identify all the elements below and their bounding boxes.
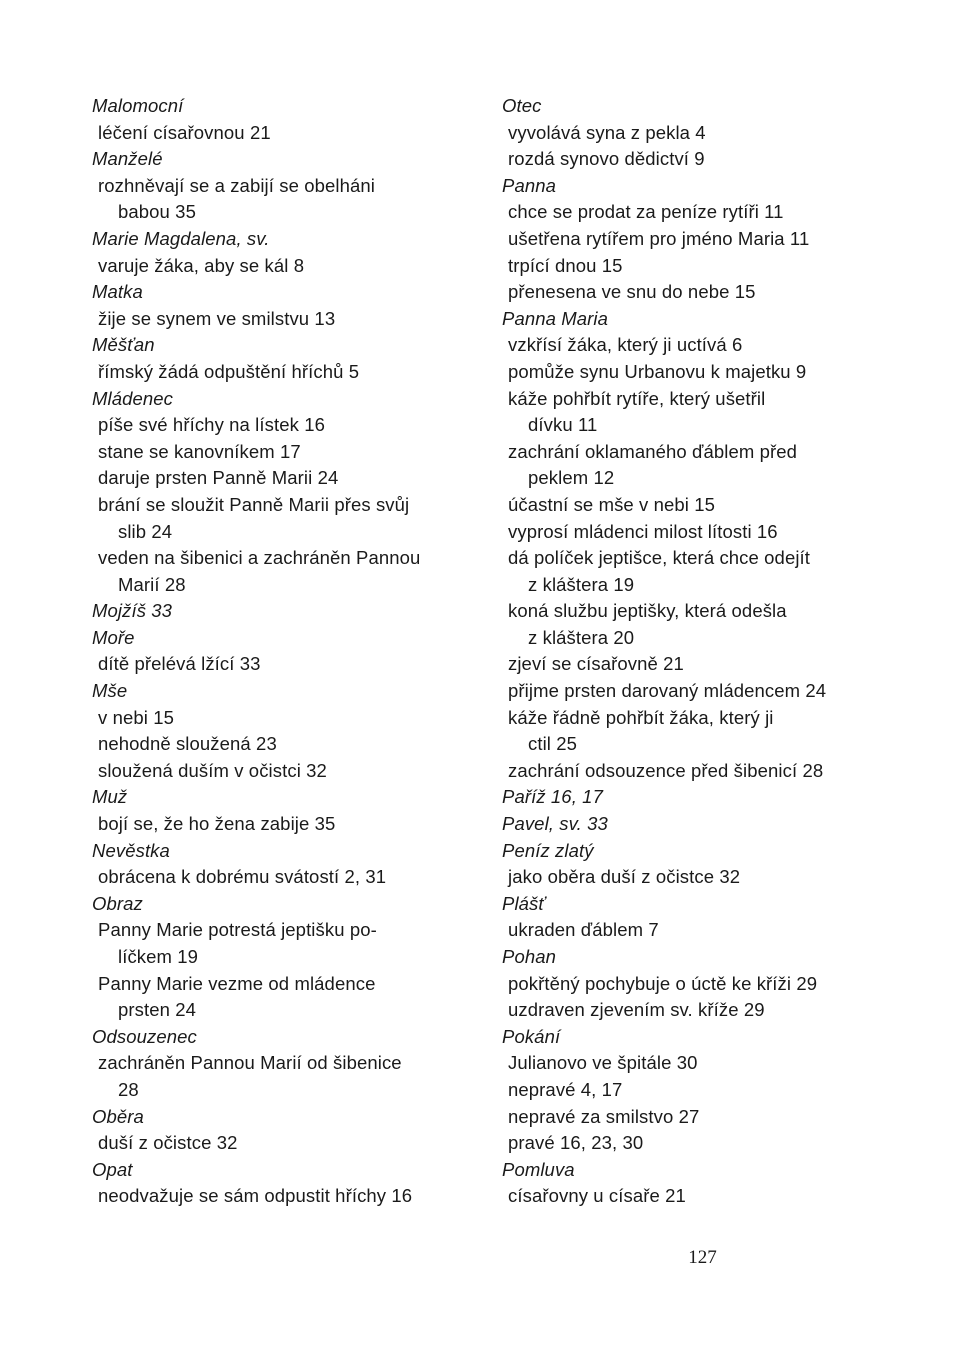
index-subentry: brání se sloužit Panně Marii přes svůj [98,493,410,515]
index-heading: Opat [92,1158,133,1180]
index-subentry: chce se prodat za peníze rytíři 11 [508,201,784,223]
index-heading: Peníz zlatý [502,839,594,861]
index-heading: Marie Magdalena, sv. [92,227,270,249]
index-subentry: píše své hříchy na lístek 16 [98,414,325,436]
index-subentry: římský žádá odpuštění hříchů 5 [98,360,360,382]
index-heading: Manželé [92,148,163,170]
index-subentry: zjeví se císařovně 21 [508,653,684,675]
index-subentry: pravé 16, 23, 30 [508,1132,644,1154]
index-subentry: pomůže synu Urbanovu k majetku 9 [508,360,807,382]
index-subentry: káže řádně pohřbít žáka, který ji [508,706,774,728]
index-subentry: káže pohřbít rytíře, který ušetřil [508,387,766,409]
index-subentry: uzdraven zjevením sv. kříže 29 [508,999,765,1021]
index-heading: Mládenec [92,387,174,409]
index-heading: Malomocní [92,95,184,116]
index-subentry: Julianovo ve špitále 30 [508,1052,698,1074]
index-subentry: peklem 12 [528,467,615,489]
index-subentry: líčkem 19 [118,946,199,967]
index-subentry: daruje prsten Panně Marii 24 [98,467,339,489]
index-subentry: nepravé za smilstvo 27 [508,1105,700,1127]
index-subentry: z kláštera 20 [528,626,635,648]
index-subentry: žije se synem ve smilstvu 13 [98,307,336,329]
index-subentry: sloužená duším v očistci 32 [98,759,327,781]
index-subentry: babou 35 [118,201,196,223]
index-heading: Odsouzenec [92,1025,197,1047]
index-subentry: léčení císařovnou 21 [98,121,271,143]
index-subentry: dívku 11 [528,414,598,436]
index-subentry: ctil 25 [528,733,578,755]
index-subentry: stane se kanovníkem 17 [98,440,301,462]
index-subentry: vzkřísí žáka, který ji uctívá 6 [508,334,743,356]
index-heading: Oběra [92,1105,144,1127]
index-heading: Matka [92,281,143,303]
index-subentry: nepravé 4, 17 [508,1078,623,1100]
index-subentry: Panny Marie potrestá jeptišku po- [98,919,377,941]
index-heading: Panna [502,174,556,196]
index-subentry: účastní se mše v nebi 15 [508,493,716,515]
index-subentry: prsten 24 [118,999,197,1021]
index-subentry: pokřtěný pochybuje o úctě ke kříži 29 [508,972,818,994]
index-subentry: neodvažuje se sám odpustit hříchy 16 [98,1185,413,1207]
index-heading: Pokání [502,1025,561,1047]
index-heading: Plášť [502,892,546,914]
index-subentry: rozhněvají se a zabijí se obelháni [98,174,375,196]
index-heading: Pohan [502,946,556,967]
index-subentry: rozdá synovo dědictví 9 [508,148,705,170]
index-heading: Mojžíš 33 [92,600,173,622]
index-subentry: ukraden ďáblem 7 [508,919,659,941]
index-subentry: zachrání odsouzence před šibenicí 28 [508,759,824,781]
index-subentry: přenesena ve snu do nebe 15 [508,281,756,303]
index-subentry: veden na šibenici a zachráněn Pannou [98,547,421,569]
index-subentry: přijme prsten darovaný mládencem 24 [508,680,827,702]
index-heading: Nevěstka [92,839,170,861]
index-heading: Paříž 16, 17 [502,786,603,808]
index-column-right [502,93,882,1210]
index-heading: Moře [92,626,135,648]
index-subentry: vyprosí mládenci milost lítosti 16 [508,520,778,542]
index-subentry: ušetřena rytířem pro jméno Maria 11 [508,227,810,249]
index-subentry: zachrání oklamaného ďáblem před [508,440,798,462]
index-subentry: vyvolává syna z pekla 4 [508,121,706,143]
index-column-left [92,93,472,1210]
index-subentry: zachráněn Pannou Marií od šibenice [98,1052,402,1074]
index-heading: Mše [92,680,128,702]
index-heading: Měšťan [92,334,155,356]
index-heading: Pavel, sv. 33 [502,813,608,835]
index-subentry: 28 [118,1078,139,1100]
index-subentry: v nebi 15 [98,706,174,728]
index-subentry: Panny Marie vezme od mládence [98,972,376,994]
index-heading: Muž [92,786,128,808]
index-subentry: nehodně sloužená 23 [98,733,277,755]
index-subentry: trpící dnou 15 [508,254,623,276]
index-subentry: císařovny u císaře 21 [508,1185,686,1207]
index-subentry: dítě přelévá lžící 33 [98,653,261,675]
index-subentry: Marií 28 [118,573,186,595]
index-subentry: koná službu jeptišky, která odešla [508,600,787,622]
index-subentry: bojí se, že ho žena zabije 35 [98,813,336,835]
index-subentry: dá políček jeptišce, která chce odejít [508,547,811,569]
index-subentry: jako oběra duší z očistce 32 [508,866,741,888]
index-subentry: slib 24 [118,520,173,542]
index-heading: Panna Maria [502,307,608,329]
page-number: 127 [688,1247,717,1268]
index-subentry: z kláštera 19 [528,573,635,595]
index-heading: Otec [502,95,542,116]
index-heading: Obraz [92,892,143,914]
index-subentry: obrácena k dobrému svátostí 2, 31 [98,866,387,888]
index-heading: Pomluva [502,1158,575,1180]
index-subentry: varuje žáka, aby se kál 8 [98,254,305,276]
index-subentry: duší z očistce 32 [98,1132,238,1154]
